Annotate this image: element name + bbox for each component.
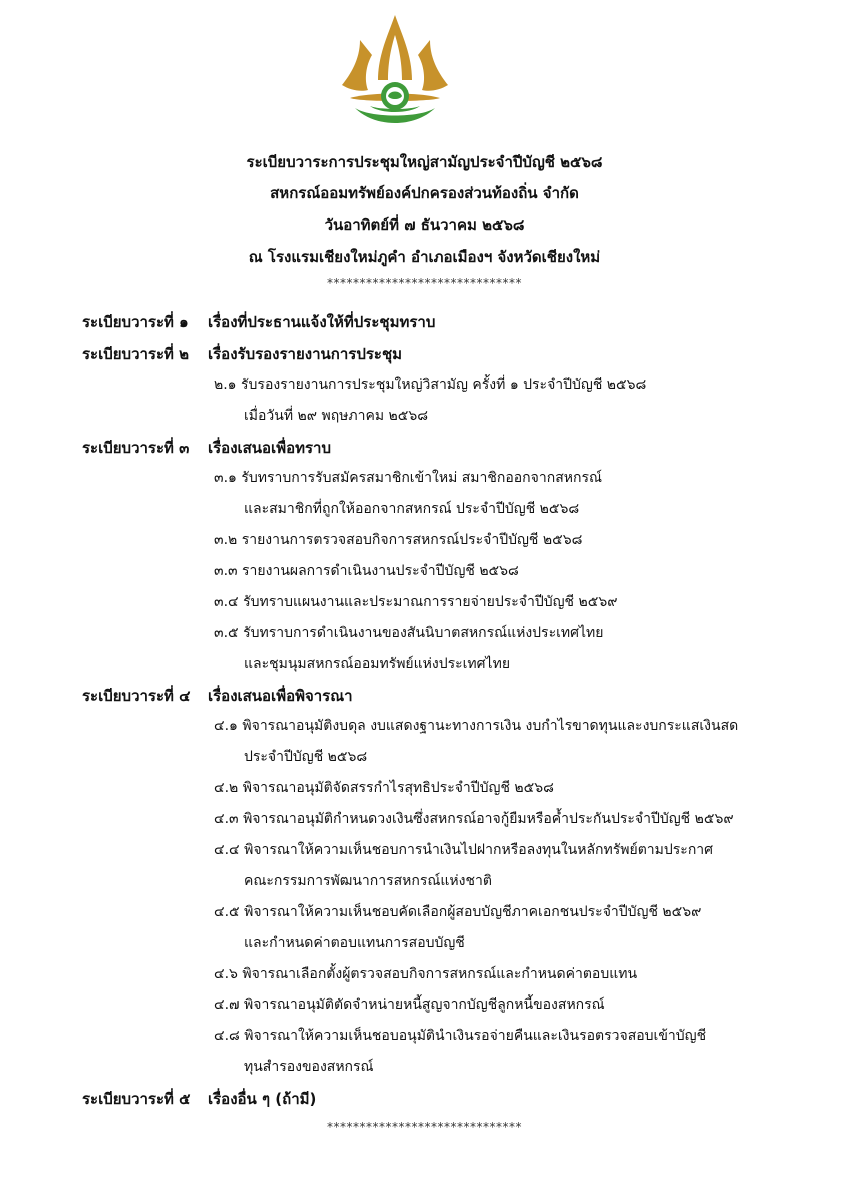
separator-bottom: ****************************** (327, 1120, 522, 1134)
cooperative-logo (330, 10, 460, 130)
agenda-item-continued: และชุมนุมสหกรณ์ออมทรัพย์แห่งประเทศไทย (244, 656, 511, 672)
cooperative-name: สหกรณ์ออมทรัพย์องค์ปกครองส่วนท้องถิ่น จำกัด (270, 184, 579, 202)
agenda-heading-4 (82, 684, 353, 708)
separator-top: ****************************** (327, 276, 522, 290)
agenda-title: เรื่องเสนอเพื่อพิจารณา (208, 687, 353, 705)
agenda-title: เรื่องที่ประธานแจ้งให้ที่ประชุมทราบ (208, 313, 436, 331)
agenda-item-continued: ทุนสำรองของสหกรณ์ (244, 1059, 374, 1075)
agenda-item: ๔.๖ พิจารณาเลือกตั้งผู้ตรวจสอบกิจการสหกรณ์และกำหนดค่าตอบแทน (214, 966, 638, 982)
agenda-number: ระเบียบวาระที่ ๑ (82, 313, 189, 331)
meeting-venue: ณ โรงแรมเชียงใหม่ภูคำ อำเภอเมืองฯ จังหวัดเชียงใหม่ (248, 248, 601, 266)
agenda-heading-1 (82, 310, 435, 334)
agenda-heading-3 (82, 436, 331, 460)
agenda-item: ๔.๒ พิจารณาอนุมัติจัดสรรกำไรสุทธิประจำปีบัญชี ๒๕๖๘ (214, 780, 554, 796)
agenda-item: ๔.๓ พิจารณาอนุมัติกำหนดวงเงินซึ่งสหกรณ์อาจกู้ยืมหรือค้ำประกันประจำปีบัญชี ๒๕๖๙ (214, 811, 734, 827)
agenda-title: เรื่องเสนอเพื่อทราบ (208, 439, 331, 457)
agenda-item-continued: ประจำปีบัญชี ๒๕๖๘ (244, 749, 368, 765)
agenda-heading-2 (82, 342, 402, 366)
agenda-item: ๓.๓ รายงานผลการดำเนินงานประจำปีบัญชี ๒๕๖๘ (214, 563, 519, 579)
agenda-item: ๒.๑ รับรองรายงานการประชุมใหญ่วิสามัญ ครั้งที่ ๑ ประจำปีบัญชี ๒๕๖๘ (214, 377, 647, 393)
agenda-title: เรื่องรับรองรายงานการประชุม (208, 345, 403, 363)
agenda-item: ๓.๑ รับทราบการรับสมัครสมาชิกเข้าใหม่ สมาชิกออกจากสหกรณ์ (214, 470, 602, 486)
meeting-date: วันอาทิตย์ที่ ๗ ธันวาคม ๒๕๖๘ (324, 216, 525, 234)
agenda-item: ๔.๕ พิจารณาให้ความเห็นชอบคัดเลือกผู้สอบบัญชีภาคเอกชนประจำปีบัญชี ๒๕๖๙ (214, 904, 702, 920)
agenda-item: ๓.๕ รับทราบการดำเนินงานของสันนิบาตสหกรณ์แห่งประเทศไทย (214, 625, 604, 641)
doc-title: ระเบียบวาระการประชุมใหญ่สามัญประจำปีบัญชี ๒๕๖๘ (246, 153, 603, 171)
agenda-item: ๔.๘ พิจารณาให้ความเห็นชอบอนุมัตินำเงินรอจ่ายคืนและเงินรอตรวจสอบเข้าบัญชี (214, 1028, 707, 1044)
agenda-number: ระเบียบวาระที่ ๔ (82, 687, 191, 705)
agenda-item: ๔.๗ พิจารณาอนุมัติตัดจำหน่ายหนี้สูญจากบัญชีลูกหนี้ของสหกรณ์ (214, 997, 605, 1013)
agenda-item-continued: และสมาชิกที่ถูกให้ออกจากสหกรณ์ ประจำปีบัญชี ๒๕๖๘ (244, 501, 580, 517)
agenda-item-continued: คณะกรรมการพัฒนาการสหกรณ์แห่งชาติ (244, 873, 492, 889)
agenda-number: ระเบียบวาระที่ ๓ (82, 439, 190, 457)
agenda-item: ๓.๒ รายงานการตรวจสอบกิจการสหกรณ์ประจำปีบัญชี ๒๕๖๘ (214, 532, 583, 548)
agenda-item: ๔.๑ พิจารณาอนุมัติงบดุล งบแสดงฐานะทางการเงิน งบกำไรขาดทุนและงบกระแสเงินสด (214, 718, 739, 734)
agenda-item: ๔.๔ พิจารณาให้ความเห็นชอบการนำเงินไปฝากหรือลงทุนในหลักทรัพย์ตามประกาศ (214, 842, 714, 858)
agenda-title: เรื่องอื่น ๆ (ถ้ามี) (208, 1090, 317, 1108)
agenda-number: ระเบียบวาระที่ ๕ (82, 1090, 191, 1108)
agenda-number: ระเบียบวาระที่ ๒ (82, 345, 190, 363)
agenda-item: ๓.๔ รับทราบแผนงานและประมาณการรายจ่ายประจำปีบัญชี ๒๕๖๙ (214, 594, 618, 610)
agenda-item-continued: และกำหนดค่าตอบแทนการสอบบัญชี (244, 935, 465, 951)
agenda-item-continued: เมื่อวันที่ ๒๙ พฤษภาคม ๒๕๖๘ (244, 408, 429, 424)
agenda-heading-5 (82, 1087, 316, 1111)
